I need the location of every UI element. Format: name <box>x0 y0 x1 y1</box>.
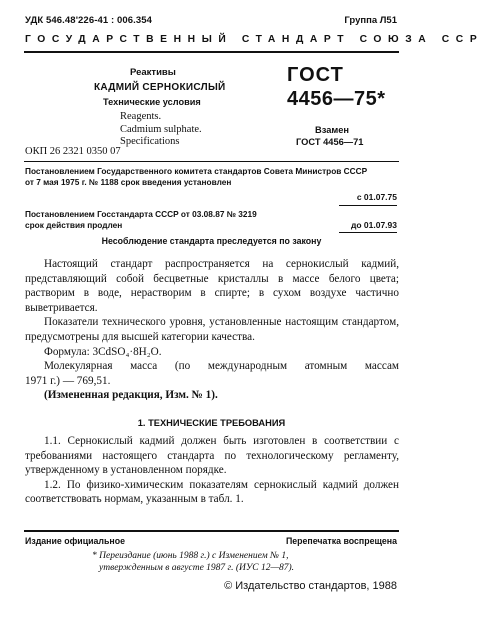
decree-2-line-2: срок действия продлен <box>25 220 123 230</box>
english-title-line-3: Specifications <box>120 136 180 147</box>
title-subtitle: Технические условия <box>103 97 201 107</box>
title-rule <box>24 161 399 162</box>
group-code: Группа Л51 <box>344 15 397 26</box>
decree-1-line-1: Постановлением Государственного комитета стандартов Совета Министров СССР <box>25 166 368 176</box>
gost-number: 4456—75* <box>287 88 386 110</box>
reissue-note-line-1: * Переиздание (июнь 1988 г.) с Изменением № 1, <box>92 551 289 561</box>
chemical-formula: 3CdSO₄·8H₂O. <box>92 345 162 358</box>
copyright: © Издательство стандартов, 1988 <box>224 580 397 592</box>
decree-2-line-1: Постановлением Госстандарта СССР от 03.08.87 № 3219 <box>25 209 257 219</box>
decree-2-date-rule <box>339 232 397 233</box>
intro-paragraphs <box>25 257 399 403</box>
reissue-note-line-2: утвержденным в августе 1987 г. (ИУС 12—87). <box>99 562 294 573</box>
replaces-value: ГОСТ 4456—71 <box>296 137 364 147</box>
clause-1-1: 1.1. Сернокислый кадмий должен быть изготовлен в соответствии с требованиями настоящего стандарта по технологическому регламенту, утвержденному в установленном порядке. <box>25 435 399 477</box>
official-edition: Издание официальное <box>25 536 125 546</box>
okp-code: ОКП 26 2321 0350 07 <box>25 146 121 157</box>
quality-paragraph: Показатели технического уровня, установленные настоящим стандартом, предусмотрены для высшей категории качества. <box>25 316 399 343</box>
amendment-note: (Измененная редакция, Изм. № 1). <box>44 389 218 402</box>
decree-1-line-2: от 7 мая 1975 г. № 1188 срок введения установлен <box>25 177 232 187</box>
udk-code: УДК 546.48'226-41 : 006.354 <box>25 15 153 26</box>
standard-banner: ГОСУДАРСТВЕННЫЙ СТАНДАРТ СОЮЗА ССР <box>25 34 483 45</box>
molar-mass-line-2: 1971 г.) — 769,51. <box>25 374 111 387</box>
decree-1-date: с 01.07.75 <box>356 192 397 202</box>
reissue-note <box>92 551 294 574</box>
banner-rule <box>24 51 399 53</box>
reprint-ban: Перепечатка воспрещена <box>285 536 397 546</box>
gost-label: ГОСТ <box>287 64 344 86</box>
footer-rule <box>24 530 399 532</box>
formula-line <box>25 345 399 360</box>
product-name: КАДМИЙ СЕРНОКИСЛЫЙ <box>94 82 226 93</box>
decree-1-date-rule <box>339 205 397 206</box>
english-title-line-1: Reagents. <box>120 111 162 122</box>
english-title <box>120 111 202 149</box>
english-title-line-2: Cadmium sulphate. <box>120 123 202 135</box>
molar-mass-line-1: Молекулярная масса (по международным атомным массам <box>44 360 399 373</box>
section-heading: 1. ТЕХНИЧЕСКИЕ ТРЕБОВАНИЯ <box>137 418 286 428</box>
replaces-label: Взамен <box>315 125 350 135</box>
intro-paragraph: Настоящий стандарт распространяется на сернокислый кадмий, представляющий собой бесцветные кристаллы в массе белого цвета; растворим в воде, нерастворим в спирте; в сухом воздухе частично выветривается. <box>25 258 399 314</box>
category: Реактивы <box>130 67 176 78</box>
clause-1-2: 1.2. По физико-химическим показателям сернокислый кадмий должен соответствовать нормам, указанным в табл. 1. <box>25 478 399 506</box>
formula-label: Формула: <box>44 345 90 358</box>
section-1-paragraphs <box>25 434 399 507</box>
legal-warning: Несоблюдение стандарта преследуется по закону <box>101 236 322 246</box>
decree-2-date: до 01.07.93 <box>350 220 397 230</box>
